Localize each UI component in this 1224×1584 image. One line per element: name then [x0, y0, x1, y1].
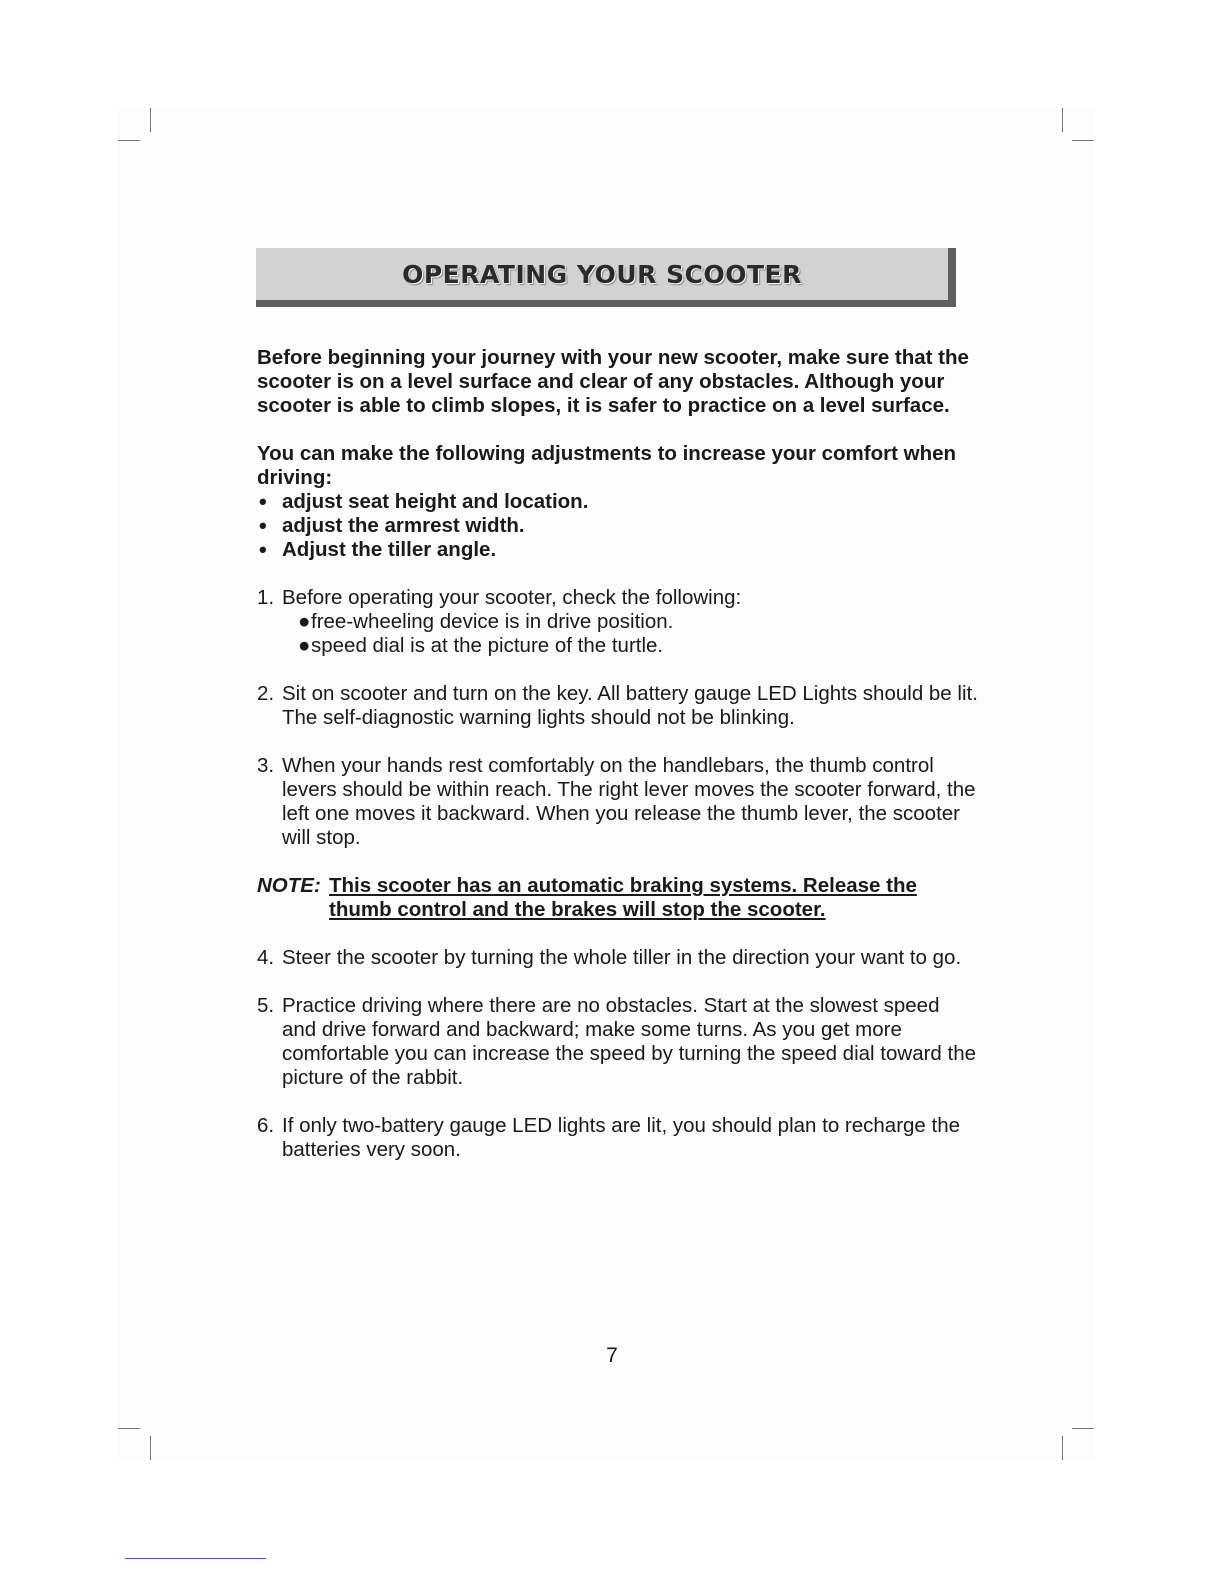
list-item: • Adjust the tiller angle. — [257, 538, 979, 562]
crop-mark — [1072, 1428, 1094, 1429]
step-4 — [257, 946, 979, 970]
step-text: If only two-battery gauge LED lights are lit, you should plan to recharge the batteries very soon. — [282, 1114, 961, 1161]
bullet-icon: ● — [298, 634, 311, 657]
crop-mark — [1062, 1436, 1063, 1460]
check-item-text: free-wheeling device is in drive position. — [311, 610, 674, 633]
step-6 — [257, 1114, 979, 1162]
step-number: 1. — [257, 586, 275, 609]
crop-mark — [118, 1428, 140, 1429]
check-item-text: speed dial is at the picture of the turtle. — [311, 634, 664, 657]
step-number: 2. — [257, 682, 275, 705]
crop-mark — [1062, 108, 1063, 132]
crop-mark — [150, 1436, 151, 1460]
link-underline — [125, 1558, 266, 1559]
step-number: 5. — [257, 994, 275, 1017]
bullet-icon: ● — [298, 610, 311, 633]
crop-mark — [150, 108, 151, 132]
step-text: Steer the scooter by turning the whole tiller in the direction your want to go. — [282, 946, 962, 969]
crop-mark — [118, 140, 140, 141]
step-text: Sit on scooter and turn on the key. All battery gauge LED Lights should be lit. The self-diagnostic warning lights should not be blinking. — [282, 682, 978, 729]
check-item — [282, 610, 979, 634]
adjustments-intro: You can make the following adjustments to increase your comfort when driving: — [257, 442, 957, 489]
page-number: 7 — [606, 1344, 618, 1367]
step-5 — [257, 994, 979, 1090]
note-label: NOTE: — [257, 874, 321, 897]
section-title-box — [256, 248, 956, 307]
step-text: Practice driving where there are no obstacles. Start at the slowest speed and drive forward and backward; make some turns. As you get more comfortable you can increase the speed by turning the speed dial toward the picture of the rabbit. — [282, 994, 977, 1089]
content — [257, 346, 979, 1186]
crop-mark — [1072, 140, 1094, 141]
section-title: OPERATING YOUR SCOOTER — [402, 259, 802, 289]
adjustments-block — [257, 442, 979, 562]
step-number: 4. — [257, 946, 275, 969]
step-number: 6. — [257, 1114, 275, 1137]
step-text: Before operating your scooter, check the following: — [282, 586, 742, 609]
intro-paragraph: Before beginning your journey with your new scooter, make sure that the scooter is on a level surface and clear of any obstacles. Although your scooter is able to climb slopes, it is safer to practice on a level surface. — [257, 346, 969, 417]
step-1 — [257, 586, 979, 658]
step-2 — [257, 682, 979, 730]
adjustments-list — [257, 490, 979, 562]
step-3 — [257, 754, 979, 850]
step-number: 3. — [257, 754, 275, 777]
list-item: • adjust the armrest width. — [257, 514, 979, 538]
step-text: When your hands rest comfortably on the handlebars, the thumb control levers should be within reach. The right lever moves the scooter forward, the left one moves it backward. When you release the thumb lever, the scooter will stop. — [282, 754, 976, 849]
note-text: This scooter has an automatic braking systems. Release the thumb control and the brakes will stop the scooter. — [329, 874, 917, 921]
note-block — [257, 874, 979, 922]
check-item — [282, 634, 979, 658]
list-item: • adjust seat height and location. — [257, 490, 979, 514]
